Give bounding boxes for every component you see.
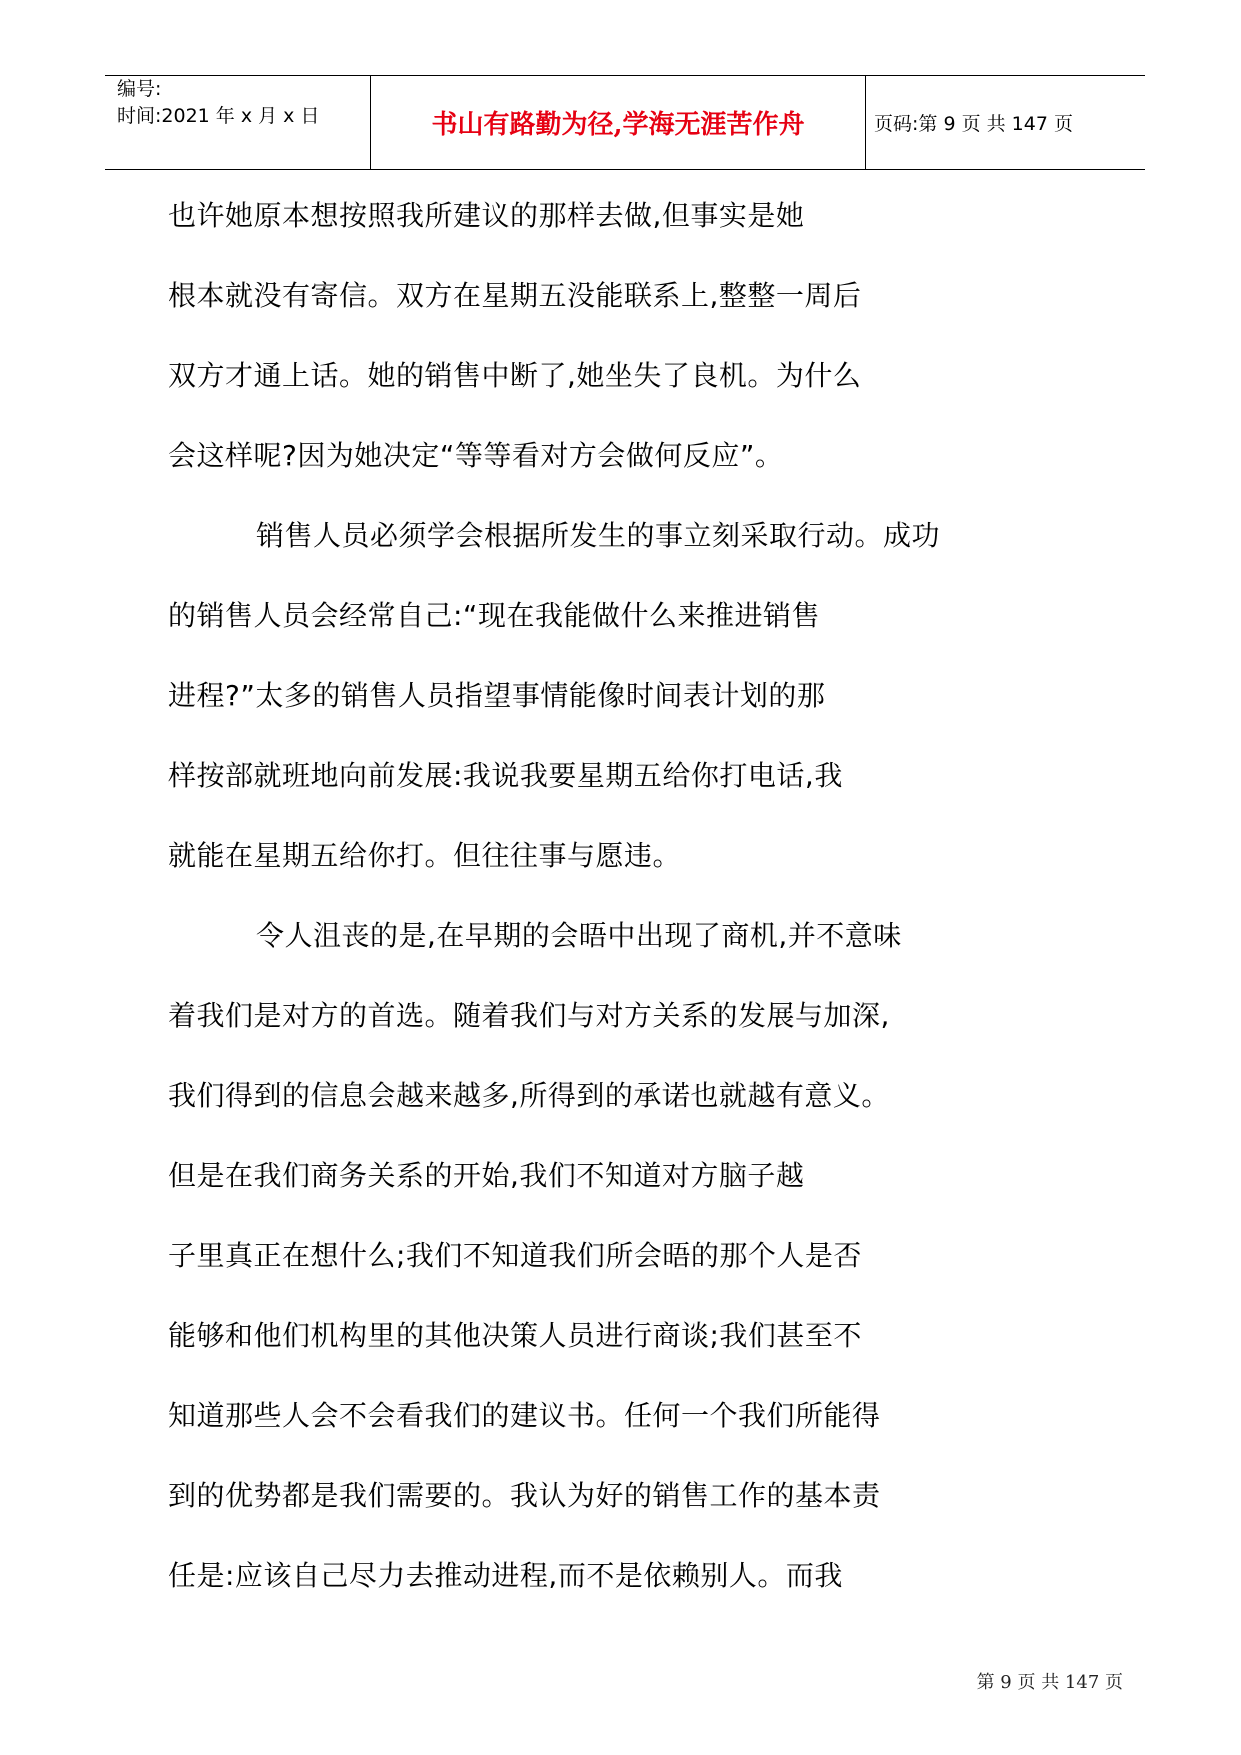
document-number-label: 编号:	[117, 78, 162, 100]
document-header	[105, 75, 1145, 170]
header-motto: 书山有路勤为径,学海无涯苦作舟	[431, 110, 805, 140]
body-line: 样按部就班地向前发展:我说我要星期五给你打电话,我	[168, 759, 843, 792]
body-line: 但是在我们商务关系的开始,我们不知道对方脑子越	[168, 1159, 805, 1192]
header-motto-cell	[370, 76, 866, 169]
header-meta-cell	[105, 76, 370, 169]
body-line: 子里真正在想什么;我们不知道我们所会晤的那个人是否	[168, 1239, 862, 1272]
body-line: 到的优势都是我们需要的。我认为好的销售工作的基本责	[168, 1479, 881, 1512]
body-line: 知道那些人会不会看我们的建议书。任何一个我们所能得	[168, 1399, 881, 1432]
body-line: 的销售人员会经常自己:“现在我能做什么来推进销售	[168, 599, 820, 632]
header-page-info: 页码:第 9 页 共 147 页	[874, 113, 1073, 135]
body-line: 销售人员必须学会根据所发生的事立刻采取行动。成功	[256, 519, 941, 552]
body-line: 任是:应该自己尽力去推动进程,而不是依赖别人。而我	[168, 1559, 843, 1592]
body-line: 会这样呢?因为她决定“等等看对方会做何反应”。	[168, 439, 784, 472]
body-line: 双方才通上话。她的销售中断了,她坐失了良机。为什么	[168, 359, 862, 392]
body-line: 着我们是对方的首选。随着我们与对方关系的发展与加深,	[168, 999, 890, 1032]
body-line: 我们得到的信息会越来越多,所得到的承诺也就越有意义。	[168, 1079, 890, 1112]
body-line: 也许她原本想按照我所建议的那样去做,但事实是她	[168, 199, 805, 232]
document-body	[168, 190, 978, 1630]
body-line: 进程?”太多的销售人员指望事情能像时间表计划的那	[168, 679, 826, 712]
body-line: 就能在星期五给你打。但往往事与愿违。	[168, 839, 682, 872]
document-time-label: 时间:2021 年 x 月 x 日	[117, 105, 320, 127]
body-line: 令人沮丧的是,在早期的会晤中出现了商机,并不意味	[256, 919, 902, 952]
header-page-cell	[866, 76, 1145, 169]
body-line: 根本就没有寄信。双方在星期五没能联系上,整整一周后	[168, 279, 862, 312]
page-footer: 第 9 页 共 147 页	[976, 1672, 1123, 1693]
body-line: 能够和他们机构里的其他决策人员进行商谈;我们甚至不	[168, 1319, 862, 1352]
